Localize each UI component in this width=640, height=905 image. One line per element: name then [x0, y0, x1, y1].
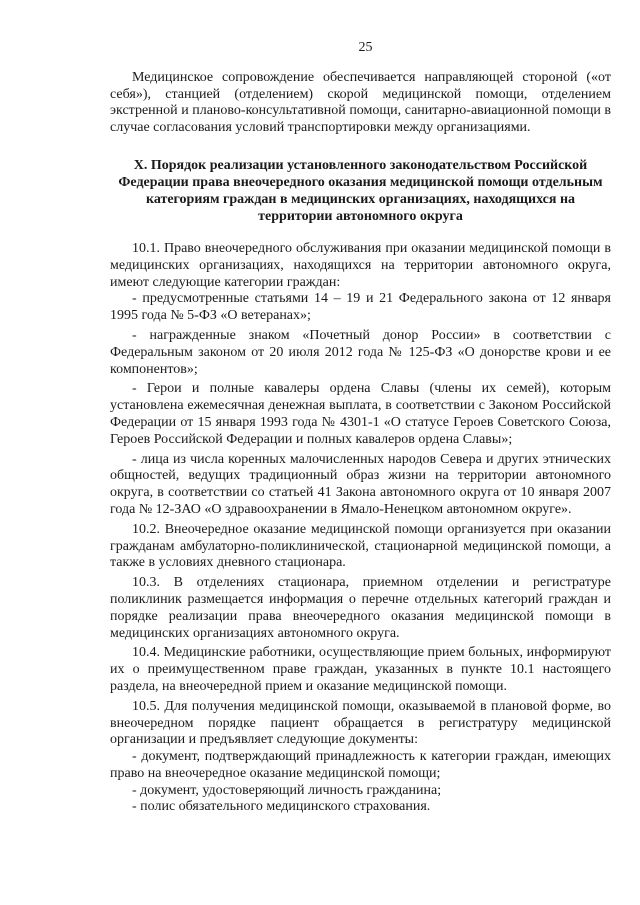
list-item-category-document: - документ, подтверждающий принадлежность к категории граждан, имеющих право на внеочередное оказание медицинской помощи;: [110, 749, 611, 781]
list-item-insurance-policy: - полис обязательного медицинского страхования.: [132, 799, 431, 815]
list-item-heroes: - Герои и полные кавалеры ордена Славы (члены их семей), которым установлена ежемесячная денежная выплата, в соответствии с Законом Российской Федерации от 15 января 1993 года № 4301-1 «О статусе Героев Советского Союза, Героев Российской Федерации и полных кавалеров ордена Славы»;: [110, 381, 611, 447]
paragraph-10-5: 10.5. Для получения медицинской помощи, оказываемой в плановой форме, во внеочередном порядке пациент обращается в регистратуру медицинской организации и предъявляет следующие документы:: [110, 698, 611, 748]
list-item-veterans: - предусмотренные статьями 14 – 19 и 21 Федерального закона от 12 января 1995 года № 5-ФЗ «О ветеранах»;: [110, 291, 611, 324]
paragraph-10-2: 10.2. Внеочередное оказание медицинской помощи организуется при оказании гражданам амбулаторно-поликлинической, стационарной медицинской помощи, а также в условиях дневного стационара.: [110, 521, 611, 571]
paragraph-10-3: 10.3. В отделениях стационара, приемном отделении и регистратуре поликлиник размещается информация о перечне отдельных категорий граждан и порядке реализации права внеочередного оказания медицинской помощи в медицинских организациях автономного округа.: [110, 575, 611, 641]
paragraph-10-1: 10.1. Право внеочередного обслуживания при оказании медицинской помощи в медицинских организациях, находящихся на территории автономного округа, имеют следующие категории граждан:: [110, 240, 611, 290]
section-title: X. Порядок реализации установленного законодательством Российской Федерации права внеочередного оказания медицинской помощи отдельным категориям граждан в медицинских организациях, находящихся на территории автономного округа: [118, 157, 603, 224]
paragraph-10-4: 10.4. Медицинские работники, осуществляющие прием больных, информируют их о преимущественном праве граждан, указанных в пункте 10.1 настоящего раздела, на внеочередной прием и оказание медицинской помощи.: [110, 645, 611, 694]
page-number: 25: [358, 40, 373, 55]
list-item-indigenous: - лица из числа коренных малочисленных народов Севера и других этнических общностей, ведущих традиционный образ жизни на территории автономного округа, в соответствии со статьей 41 Закона автономного округа от 10 января 2007 года № 12-ЗАО «О здравоохранении в Ямало-Ненецком автономном округе».: [110, 451, 611, 517]
list-item-donors: - награжденные знаком «Почетный донор России» в соответствии с Федеральным законом от 20 июля 2012 года № 125-ФЗ «О донорстве крови и ее компонентов»;: [110, 327, 611, 377]
intro-paragraph: Медицинское сопровождение обеспечивается направляющей стороной («от себя»), станцией (отделением) скорой медицинской помощи, отделением экстренной и планово-консультативной помощи, санитарно-авиационной помощи в случае согласования условий транспортировки между организациями.: [110, 69, 611, 136]
list-item-identity-document: - документ, удостоверяющий личность гражданина;: [132, 782, 442, 798]
